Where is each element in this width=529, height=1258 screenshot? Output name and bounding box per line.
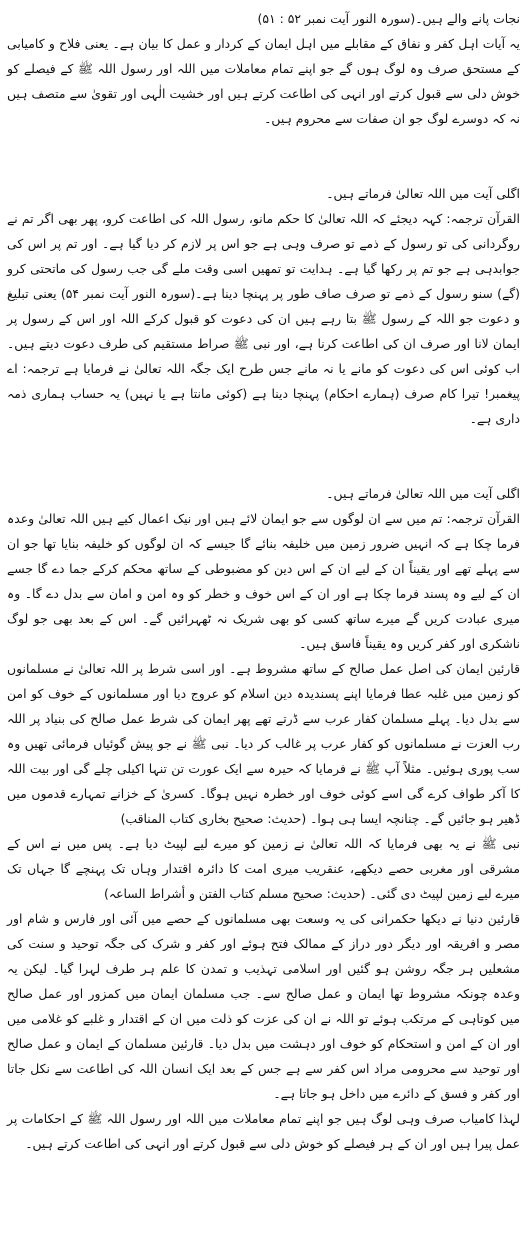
paragraph-quran-translation: القرآن ترجمہ: تم میں سے ان لوگوں سے جو ایمان لائے ہیں اور نیک اعمال کیے ہیں اللہ تعالیٰ وعدہ فرما چکا ہے کہ انہیں ضرور زمین میں خلیفہ بنائے گا جیسے کہ ان لوگوں کو خلیفہ بنایا تھا جو ان سے پہلے تھے اور یقیناً ان کے لیے ان کے اس دین کو مضبوطی کے ساتھ محکم کرکے جما دے گا جسے ان کے لیے وہ پسند فرما چکا ہے اور ان کے اس خوف و خطر کو وہ امن و امان سے بدل دے گا۔ وہ میری عبادت کریں گے میرے ساتھ کسی کو بھی شریک نہ ٹھہرائیں گے۔ اس کے بعد بھی جو لوگ ناشکری اور کفر کریں وہ یقیناً فاسق ہیں۔ (7, 511, 520, 651)
paragraph-commentary: قارئین دنیا نے دیکھا حکمرانی کی یہ وسعت بھی مسلمانوں کے حصے میں آئی اور فارس و شام اور مصر و افریقہ اور دیگر دور دراز کے ممالک فتح ہوئے اور کفر و شرک کی جگہ توحید و سنت کی مشعلیں ہر جگہ روشن ہو گئیں اور اسلامی تہذیب و تمدن کا علم ہر طرف لہرا گیا۔ لیکن یہ وعدہ چونکہ مشروط تھا ایمان و عمل صالح سے۔ جب مسلمان ایمان میں کمزور اور عمل صالح میں کوتاہی کے مرتکب ہوئے تو اللہ نے ان کی عزت کو ذلت میں ان کے اقتدار و غلبے کو غلامی میں اور ان کے امن و استحکام کو خوف اور دہشت میں بدل دیا۔ قارئین مسلمان کے ایمان و عمل صالح اور توحید سے محرومی مراد اس کفر سے ہے جس کے بعد ایک انسان اللہ کی اطاعت سے نکل جاتا اور کفر و فسق کے دائرے میں داخل ہو جاتا ہے۔ (7, 911, 520, 1101)
paragraph-commentary: قارئین ایمان کی اصل عمل صالح کے ساتھ مشروط ہے۔ اور اسی شرط پر اللہ تعالیٰ نے مسلمانوں کو زمین میں غلبہ عطا فرمایا اپنے پسندیدہ دین اسلام کو عروج دیا اور مسلمانوں کے خوف کو امن سے بدل دیا۔ پہلے مسلمان کفار عرب سے ڈرتے تھے پھر ایمان کی شرط عمل صالح کی بنیاد پر اللہ رب العزت نے مسلمانوں کو کفار عرب پر غالب کر دیا۔ نبی ﷺ نے جو پیش گوئیاں فرمائی تھیں وہ سب پوری ہوئیں۔ مثلاً آپ ﷺ نے فرمایا کہ حیرہ سے ایک عورت تن تنہا اکیلی چلے گی اور بیت اللہ کا آکر طواف کرے گی اسے کوئی خوف اور خطرہ نہیں ہوگا۔ کسریٰ کے خزانے تمہارے قدموں میں ڈھیر ہو جائیں گے۔ چنانچہ ایسا ہی ہوا۔ (حدیث: صحیح بخاری کتاب المناقب) (7, 661, 520, 826)
heading-next-verse: اگلی آیت میں اللہ تعالیٰ فرماتے ہیں۔ (326, 486, 520, 501)
paragraph-commentary: یہ آیات اہل کفر و نفاق کے مقابلے میں اہل ایمان کے کردار و عمل کا بیان ہے۔ یعنی فلاح و کامیابی کے مستحق صرف وہ لوگ ہوں گے جو اپنے تمام معاملات میں اللہ اور رسول اللہ ﷺ کے فیصلے کو خوش دلی سے قبول کرتے اور انہی کی اطاعت کرتے ہیں اور خشیت الٰہی اور تقویٰ سے متصف ہیں نہ کہ دوسرے لوگ جو ان صفات سے محروم ہیں۔ (7, 36, 520, 126)
spacer (7, 431, 520, 481)
heading-next-verse: اگلی آیت میں اللہ تعالیٰ فرماتے ہیں۔ (326, 186, 520, 201)
spacer (7, 131, 520, 181)
paragraph-verse-reference: نجات پانے والے ہیں۔(سورہ النور آیت نمبر ۵۲ : ۵۱) (257, 11, 520, 26)
paragraph-conclusion: لہذا کامیاب صرف وہی لوگ ہیں جو اپنے تمام معاملات میں اللہ اور رسول اللہ ﷺ کے احکامات پر عمل پیرا ہیں اور ان کے ہر فیصلے کو خوش دلی سے قبول کرتے اور انہی کی اطاعت کرتے ہیں۔ (7, 1111, 520, 1151)
paragraph-hadith: نبی ﷺ نے یہ بھی فرمایا کہ اللہ تعالیٰ نے زمین کو میرے لیے لپیٹ دیا ہے۔ پس میں نے اس کے مشرقی اور مغربی حصے دیکھے، عنقریب میری امت کا دائرہ اقتدار وہاں تک پہنچے گا جہاں تک میرے لیے زمین لپیٹ دی گئی۔ (حدیث: صحیح مسلم کتاب الفتن و أشراط الساعہ) (7, 836, 520, 901)
paragraph-quran-translation: القرآن ترجمہ: کہہ دیجئے کہ اللہ تعالیٰ کا حکم مانو، رسول اللہ کی اطاعت کرو، پھر بھی اگر تم نے روگردانی کی تو رسول کے ذمے تو صرف وہی ہے جو اس پر لازم کر دیا گیا ہے۔ اور تم پر اس کی جوابدہی ہے جو تم پر رکھا گیا ہے۔ ہدایت تو تمھیں اسی وقت ملے گی جب رسول کی ماتحتی کرو (گے) سنو رسول کے ذمے تو صرف صاف طور پر پہنچا دینا ہے۔(سورہ النور آیت نمبر ۵۴) یعنی تبلیغ و دعوت جو اللہ کے رسول ﷺ بتا رہے ہیں ان کی دعوت کو قبول کرکے اللہ اور اس کے رسول پر ایمان لانا اور صرف ان کی اطاعت کرنا ہے، اور نبی ﷺ صراط مستقیم کی طرف دعوت دیتے ہیں۔ اب کوئی اس کی دعوت کو مانے یا نہ مانے جس طرح ایک جگہ اللہ تعالیٰ نے فرمایا ہے ترجمہ: اے پیغمبر! تیرا کام صرف (ہمارے احکام) پہنچا دینا ہے (کوئی مانتا ہے یا نہیں) یہ حساب ہماری ذمہ داری ہے۔ (7, 211, 520, 426)
